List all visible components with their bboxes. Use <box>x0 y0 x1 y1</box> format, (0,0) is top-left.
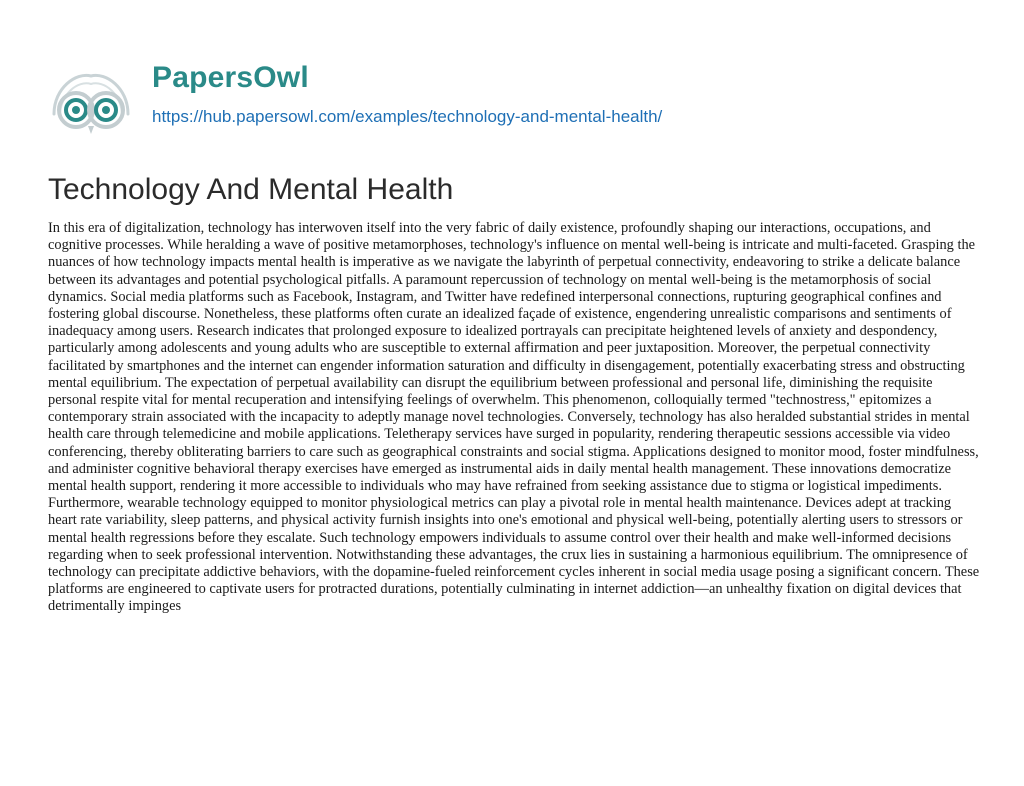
page-title: Technology And Mental Health <box>48 173 454 206</box>
owl-eyes-icon-graphic <box>48 66 134 140</box>
brand-name[interactable]: PapersOwl <box>152 61 309 94</box>
owl-eyes-icon[interactable] <box>48 66 134 140</box>
essay-body: In this era of digitalization, technology has interwoven itself into the very fabric of daily existence, profoundly shaping our interactions, occupations, and cognitive processes. While heralding a wave of positive metamorphoses, technology's influence on mental well-being is intricate and multi-faceted. Grasping the nuances of how technology impacts mental health is imperative as we navigate the labyrinth of perpetual connectivity, endeavoring to strike a delicate balance between its advantages and potential psychological pitfalls. A paramount repercussion of technology on mental well-being is the metamorphosis of social dynamics. Social media platforms such as Facebook, Instagram, and Twitter have redefined interpersonal connections, rupturing geographical confines and fostering global discourse. Nonetheless, these platforms often curate an idealized façade of existence, engendering unrealistic comparisons and sentiments of inadequacy among users. Research indicates that prolonged exposure to idealized portrayals can precipitate heightened levels of anxiety and despondency, particularly among adolescents and young adults who are susceptible to external affirmation and peer juxtaposition. Moreover, the perpetual connectivity facilitated by smartphones and the internet can engender information saturation and difficulty in disengagement, potentially exacerbating stress and obstructing mental equilibrium. The expectation of perpetual availability can disrupt the equilibrium between professional and personal life, diminishing the requisite personal respite vital for mental recuperation and intensifying feelings of overwhelm. This phenomenon, colloquially termed "technostress," epitomizes a contemporary strain associated with the incapacity to adeptly manage novel technologies. Conversely, technology has also heralded substantial strides in mental health care through telemedicine and mobile applications. Teletherapy services have surged in popularity, rendering therapeutic sessions accessible via video conferencing, thereby obliterating barriers to care such as geographical constraints and social stigma. Applications designed to monitor mood, foster mindfulness, and administer cognitive behavioral therapy exercises have emerged as instrumental aids in daily mental health management. These innovations democratize mental health support, rendering it more accessible to individuals who may have refrained from seeking assistance due to stigma or logistical impediments. Furthermore, wearable technology equipped to monitor physiological metrics can play a pivotal role in mental health maintenance. Devices adept at tracking heart rate variability, sleep patterns, and physical activity furnish insights into one's emotional and physical well-being, potentially alerting users to stressors or mental health regressions before they escalate. Such technology empowers individuals to assume control over their health and make well-informed decisions regarding when to seek professional intervention. Notwithstanding these advantages, the crux lies in sustaining a harmonious equilibrium. The omnipresence of technology can precipitate addictive behaviors, with the dopamine-fueled reinforcement cycles inherent in social media usage posing a significant concern. These platforms are engineered to captivate users for protracted durations, potentially culminating in internet addiction—an unhealthy fixation on digital devices that detrimentally impinges <box>48 220 980 615</box>
site-header <box>0 0 1024 160</box>
source-url-link[interactable]: https://hub.papersowl.com/examples/technology-and-mental-health/ <box>152 107 663 126</box>
